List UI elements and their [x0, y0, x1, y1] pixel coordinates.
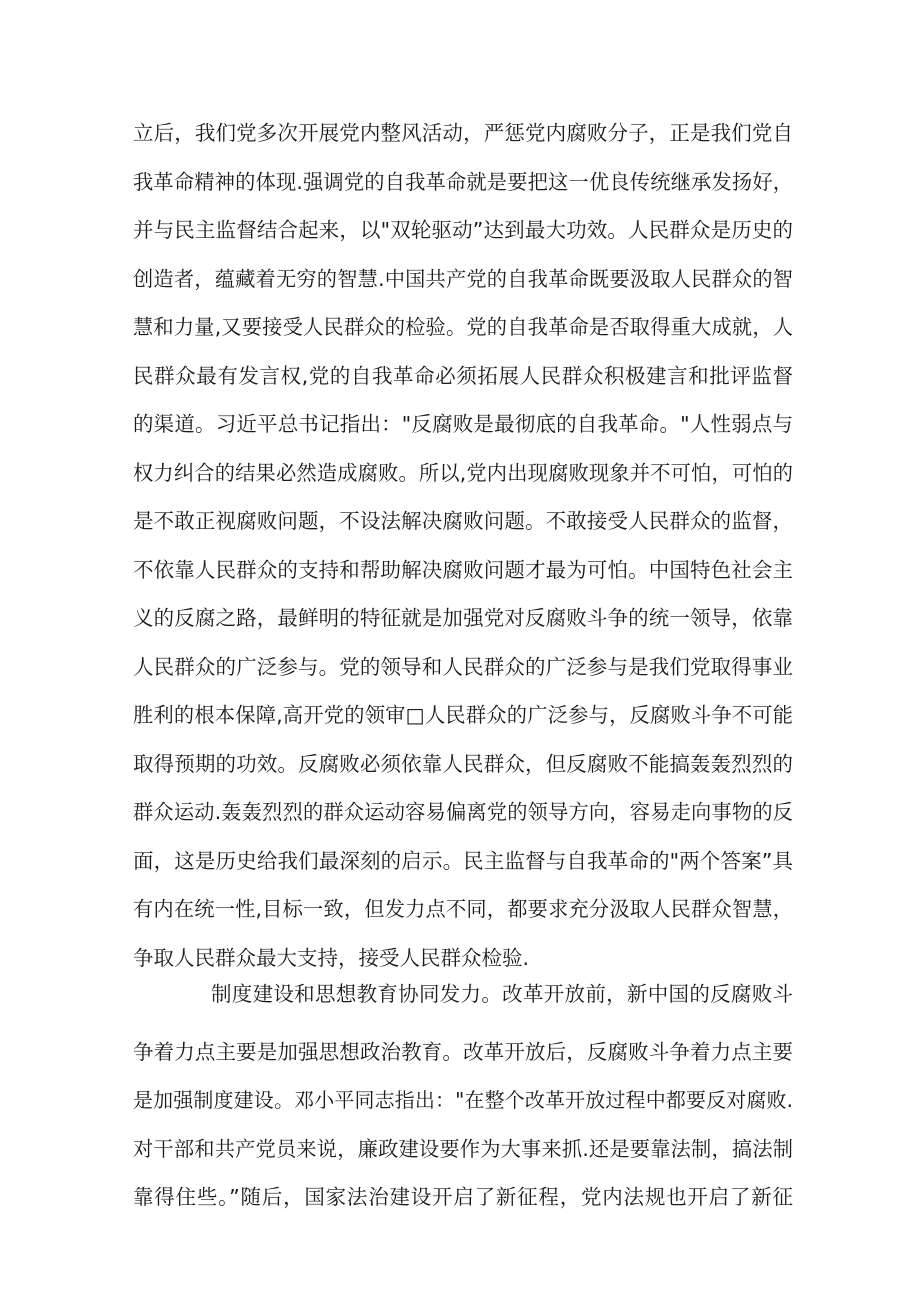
text-line: 慧和力量,又要接受人民群众的检验。党的自我革命是否取得重大成就，人 [133, 315, 793, 339]
text-line: 争取人民群众最大支持，接受人民群众检验. [133, 946, 530, 970]
text-line: 对干部和共产党员来说，廉政建设要作为大事来抓.还是要靠法制，搞法制 [133, 1137, 793, 1161]
text-line: 是加强制度建设。邓小平同志指出："在整个改革开放过程中都要反对腐败. [133, 1088, 793, 1112]
text-line: 并与民主监督结合起来，以"双轮驱动”达到最大功效。人民群众是历史的 [133, 218, 793, 242]
text-line: 争着力点主要是加强思想政治教育。改革开放后，反腐败斗争着力点主要 [133, 1040, 793, 1064]
text-line: 群众运动.轰轰烈烈的群众运动容易偏离党的领导方向，容易走向事物的反 [133, 800, 793, 824]
text-line: 取得预期的功效。反腐败必须依靠人民群众，但反腐败不能搞轰轰烈烈的 [133, 752, 793, 776]
text-line: 面，这是历史给我们最深刻的启示。民主监督与自我革命的"两个答案”具 [133, 849, 793, 873]
text-line: 权力纠合的结果必然造成腐败。所以,党内出现腐败现象并不可怕，可怕的 [133, 461, 793, 485]
text-line: 民群众最有发言权,党的自我革命必须拓展人民群众积极建言和批评监督 [133, 364, 793, 388]
text-line: 不依靠人民群众的支持和帮助解决腐败问题才最为可怕。中国特色社会主 [133, 558, 793, 582]
text-line: 胜利的根本保障,高开党的领审□人民群众的广泛参与，反腐败斗争不可能 [133, 703, 793, 727]
text-line: 创造者，蕴藏着无穷的智慧.中国共产党的自我革命既要汲取人民群众的智 [133, 267, 793, 291]
text-line: 靠得住些。”随后，国家法治建设开启了新征程，党内法规也开启了新征 [133, 1185, 793, 1209]
text-line: 立后，我们党多次开展党内整风活动，严惩党内腐败分子，正是我们党自 [133, 121, 793, 145]
text-line: 的渠道。习近平总书记指出："反腐败是最彻底的自我革命。"人性弱点与 [133, 412, 793, 436]
text-line: 义的反腐之路，最鲜明的特征就是加强党对反腐败斗争的统一领导，依靠 [133, 606, 793, 630]
text-line: 有内在统一性,目标一致，但发力点不同，都要求充分汲取人民群众智慧， [133, 897, 793, 921]
paragraph-first-line: 制度建设和思想教育协同发力。改革开放前，新中国的反腐败斗 [211, 982, 793, 1006]
text-line: 我革命精神的体现.强调党的自我革命就是要把这一优良传统继承发扬好， [133, 170, 793, 194]
text-line: 是不敢正视腐败问题，不设法解决腐败问题。不敢接受人民群众的监督， [133, 509, 793, 533]
text-line: 人民群众的广泛参与。党的领导和人民群众的广泛参与是我们党取得事业 [133, 655, 793, 679]
